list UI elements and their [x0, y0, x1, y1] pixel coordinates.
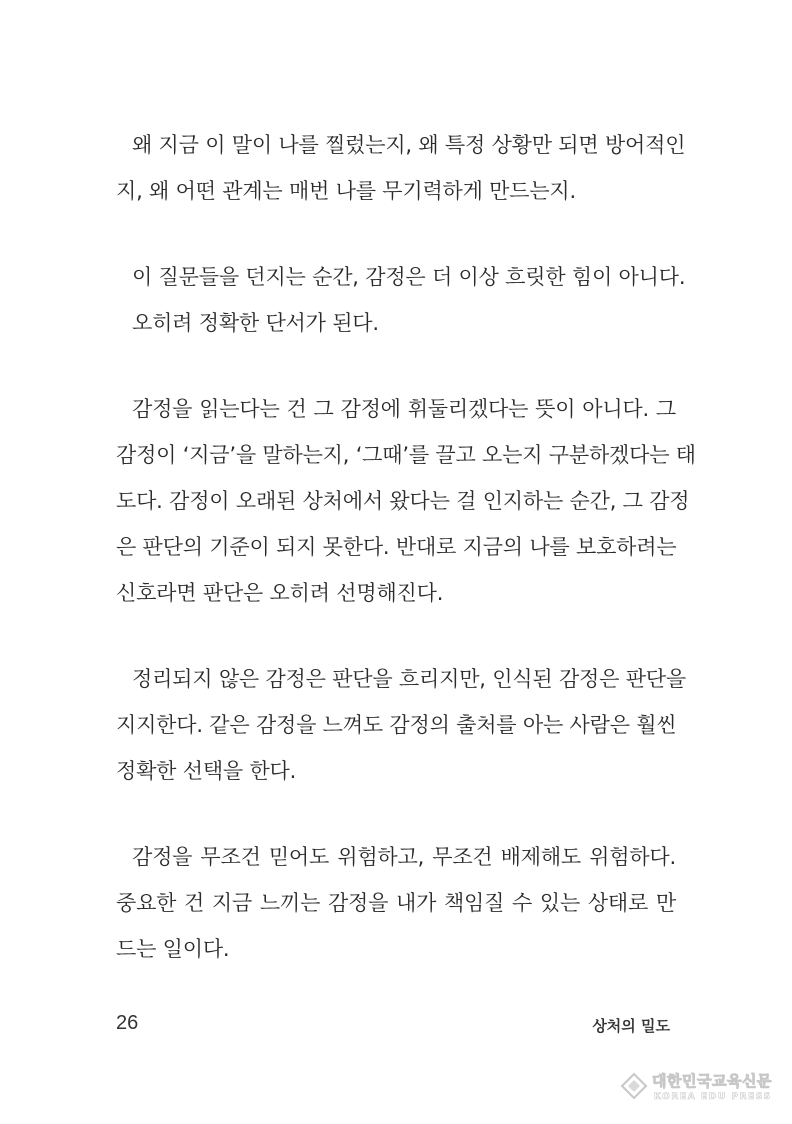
paragraph-5 — [116, 834, 676, 972]
body-text — [116, 122, 696, 1012]
text-line: 감정이 ‘지금’을 말하는지, ‘그때’를 끌고 오는지 구분하겠다는 태 — [116, 443, 696, 467]
text-line: 신호라면 판단은 오히려 선명해진다. — [116, 581, 444, 605]
page-number: 26 — [116, 1012, 139, 1034]
text-line: 왜 지금 이 말이 나를 찔렀는지, 왜 특정 상황만 되면 방어적인 — [132, 133, 686, 157]
text-line: 지지한다. 같은 감정을 느껴도 감정의 출처를 아는 사람은 훨씬 — [116, 713, 677, 737]
text-line: 은 판단의 기준이 되지 못한다. 반대로 지금의 나를 보호하려는 — [116, 535, 677, 559]
text-line: 드는 일이다. — [116, 937, 230, 961]
paragraph-3 — [116, 386, 696, 616]
text-line: 감정을 읽는다는 건 그 감정에 휘둘리겠다는 뜻이 아니다. 그 — [132, 397, 676, 421]
text-line: 중요한 건 지금 느끼는 감정을 내가 책임질 수 있는 상태로 만 — [116, 891, 676, 915]
watermark-korean-text: 대한민국교육신문 — [652, 1072, 772, 1090]
text-line: 감정을 무조건 믿어도 위험하고, 무조건 배제해도 위험하다. — [132, 845, 676, 869]
paragraph-4 — [116, 656, 686, 794]
text-line: 정확한 선택을 한다. — [116, 759, 297, 783]
text-line: 지, 왜 어떤 관계는 매번 나를 무기력하게 만드는지. — [116, 179, 576, 203]
paragraph-2 — [116, 254, 686, 346]
text-line: 도다. 감정이 오래된 상처에서 왔다는 걸 인지하는 순간, 그 감정 — [116, 489, 690, 513]
text-line: 이 질문들을 던지는 순간, 감정은 더 이상 흐릿한 힘이 아니다. — [132, 265, 686, 289]
book-title: 상처의 밀도 — [592, 1017, 670, 1035]
text-line: 오히려 정확한 단서가 된다. — [132, 311, 379, 335]
press-watermark — [620, 1064, 770, 1110]
paragraph-1 — [116, 122, 686, 214]
text-line: 정리되지 않은 감정은 판단을 흐리지만, 인식된 감정은 판단을 — [132, 667, 686, 691]
press-logo-icon — [620, 1072, 648, 1100]
watermark-english-text: KOREA EDU PRESS — [654, 1092, 772, 1102]
